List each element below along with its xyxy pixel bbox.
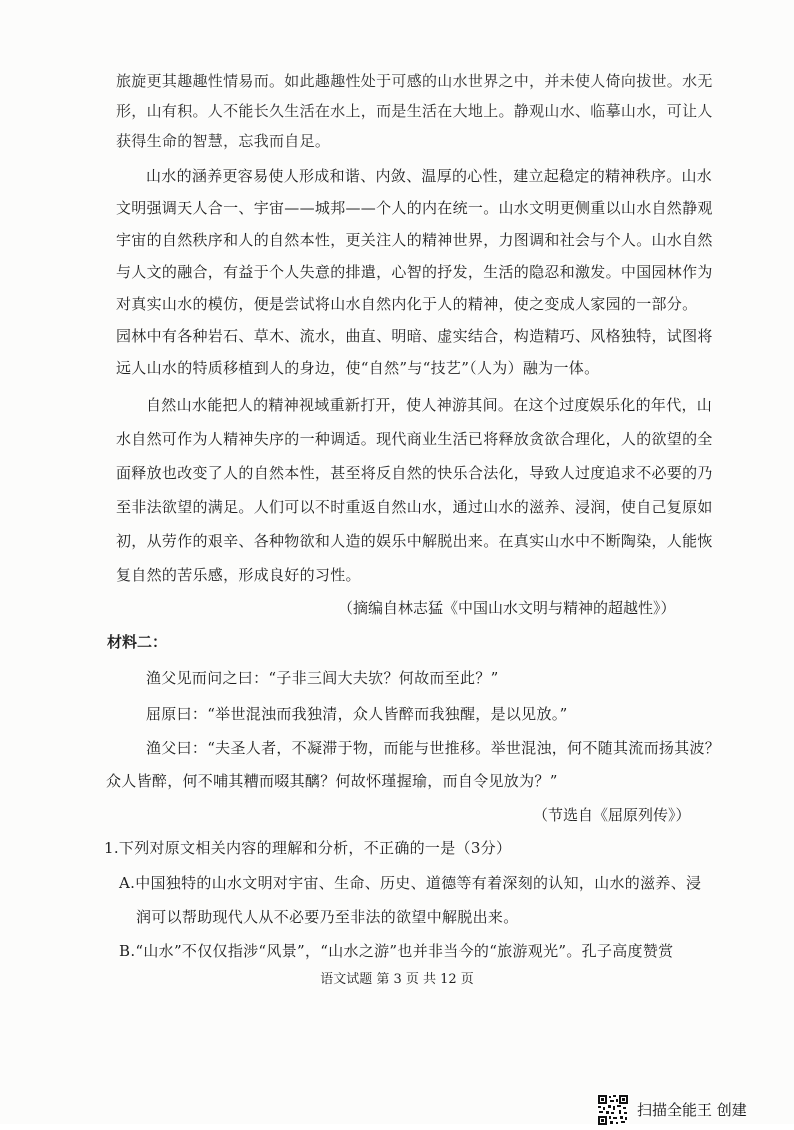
material-two-line-4: 众人皆醉，何不哺其糟而啜其醨？何故怀瑾握瑜，而自令见放为？” xyxy=(106,772,558,790)
para2-line-5: 对真实山水的模仿，便是尝试将山水自然内化于人的精神，使之变成人家园的一部分。 xyxy=(116,295,698,313)
option-a-line-1: A.中国独特的山水文明对宇宙、生命、历史、道德等有着深刻的认知，山水的滋养、浸 xyxy=(119,874,702,892)
material-two-line-1: 渔父见而问之曰：“子非三闾大夫欤？何故而至此？” xyxy=(146,669,499,687)
para2-line-1: 山水的涵养更容易使人形成和谐、内敛、温厚的心性，建立起稳定的精神秩序。山水 xyxy=(146,167,713,185)
qr-code-icon xyxy=(597,1094,629,1126)
material-two-line-2: 屈原曰：“举世混浊而我独清，众人皆醉而我独醒，是以见放。” xyxy=(146,705,568,723)
scanner-watermark xyxy=(597,1094,747,1126)
para3-line-6: 复自然的苦乐感，形成良好的习性。 xyxy=(116,566,361,584)
para3-line-3: 面释放也改变了人的自然本性，甚至将反自然的快乐合法化，导致人过度追求不必要的乃 xyxy=(116,464,713,482)
scanner-label: 扫描全能王 创建 xyxy=(637,1101,747,1119)
option-a-line-2: 润可以帮助现代人从不必要乃至非法的欲望中解脱出来。 xyxy=(136,908,519,926)
question-stem: 1.下列对原文相关内容的理解和分析，不正确的一是（3分） xyxy=(104,839,512,857)
material-one-source: （摘编自林志猛《中国山水文明与精神的超越性》） xyxy=(338,599,676,617)
para1-line-3: 获得生命的智慧，忘我而自足。 xyxy=(116,132,331,150)
option-b-line-1: B.“山水”不仅仅指涉“风景”，“山水之游”也并非当今的“旅游观光”。孔子高度赞赏 xyxy=(119,942,674,960)
para3-line-1: 自然山水能把人的精神视域重新打开，使人神游其间。在这个过度娱乐化的年代，山 xyxy=(146,396,713,414)
page-footer: 语文试题 第 3 页 共 12 页 xyxy=(320,972,474,987)
para2-line-7: 远人山水的特质移植到人的身边，使“自然”与“技艺”（人为）融为一体。 xyxy=(116,359,600,377)
para2-line-2: 文明强调天人合一、宇宙——城邦——个人的内在统一。山水文明更侧重以山水自然静观 xyxy=(116,199,713,217)
para2-line-4: 与人文的融合，有益于个人失意的排遣，心智的抒发，生活的隐忍和激发。中国园林作为 xyxy=(116,263,713,281)
para1-line-1: 旅旋更其趣趣性情易而。如此趣趣性处于可感的山水世界之中，并未使人倚向拔世。水无 xyxy=(116,72,713,90)
material-two-line-3: 渔父曰：“夫圣人者，不凝滞于物，而能与世推移。举世混浊，何不随其流而扬其波？ xyxy=(146,739,721,757)
para3-line-4: 至非法欲望的满足。人们可以不时重返自然山水，通过山水的滋养、浸润，使自己复原如 xyxy=(116,498,713,516)
material-two-heading: 材料二： xyxy=(107,633,168,651)
material-two-source: （节选自《屈原列传》） xyxy=(533,806,691,824)
para2-line-6: 园林中有各种岩石、草木、流水，曲直、明暗、虚实结合，构造精巧、风格独特，试图将 xyxy=(116,327,713,345)
para2-line-3: 宇宙的自然秩序和人的自然本性，更关注人的精神世界，力图调和社会与个人。山水自然 xyxy=(116,231,713,249)
para3-line-5: 初，从劳作的艰辛、各种物欲和人造的娱乐中解脱出来。在真实山水中不断陶染，人能恢 xyxy=(116,532,713,550)
para3-line-2: 水自然可作为人精神失序的一种调适。现代商业生活已将释放贪欲合理化，人的欲望的全 xyxy=(116,430,713,448)
para1-line-2: 形，山有积。人不能长久生活在水上，而是生活在大地上。静观山水、临摹山水，可让人 xyxy=(116,102,713,120)
